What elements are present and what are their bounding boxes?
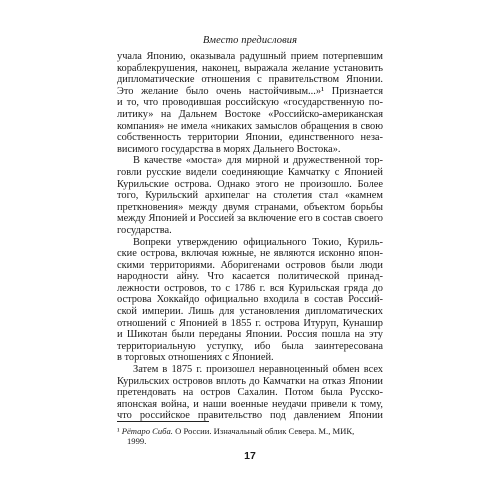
text-line: преткновения» между двумя странами, объектом борьбы <box>117 201 383 213</box>
text-line: территориальную уступку, ибо была заинтересована <box>117 340 383 352</box>
text-line: учала Японию, оказывала радушный прием потерпевшим <box>117 51 383 62</box>
text-line: Затем в 1875 г. произошел неравноценный обмен всех <box>133 364 383 376</box>
text-line: отношений с Японией в 1855 г. острова Итуруп, Кунашир <box>117 317 383 329</box>
footnote-author: Рётаро Сиба. <box>121 426 173 436</box>
footnote-rule <box>117 421 209 422</box>
text-line: государства. <box>117 224 172 236</box>
text-line: лежности островов, то с 1786 г. вся Курильская гряда до <box>117 282 383 294</box>
text-line: Вопреки утверждению официального Токио, Куриль- <box>133 236 383 248</box>
text-line: компания» не имела «никаких замыслов обращения в свою <box>117 120 383 132</box>
text-line: того, Курильский архипелаг на столетия стал «камнем <box>117 190 383 202</box>
text-line: и то, что проводившая российскую «государственную по- <box>117 97 383 109</box>
text-line: японская война, и наши военные неудачи привели к тому, <box>117 398 383 410</box>
footnote-marker: ¹ <box>117 426 120 436</box>
text-line: что российское правительство под давлением Японии <box>117 410 383 422</box>
text-line: острова Хоккайдо официально входила в состав Россий- <box>117 294 383 306</box>
text-line: Это желание было очень настойчивым...»¹ Признается <box>117 85 383 97</box>
footnote-citation: О России. Изначальный облик Севера. М., МИК, <box>172 426 355 436</box>
footnote-line: 1999. <box>127 436 147 447</box>
text-line: народности айну. Что касается политической принад- <box>117 271 383 283</box>
footnote-line <box>117 426 383 436</box>
running-head: Вместо предисловия <box>202 35 298 46</box>
text-line: висимого государства в морях Дальнего Востока». <box>117 143 341 155</box>
body-text <box>117 51 383 422</box>
text-line: литику» на Дальнем Востоке «Российско-американская <box>117 108 383 120</box>
text-line: кораблекрушения, наконец, выражала желание установить <box>117 62 383 74</box>
text-line: В качестве «моста» для мирной и дружественной тор- <box>133 155 383 167</box>
text-line: говли русские видели соединяющие Камчатку с Японией <box>117 166 383 178</box>
text-line: собственность территории Японии, единственного неза- <box>117 132 383 144</box>
page-number: 17 <box>244 450 256 462</box>
text-line: ской империи. Лишь для установления дипломатических <box>117 306 383 318</box>
text-line: Курильских островов вплоть до Камчатки на отказ Японии <box>117 375 383 387</box>
footnote <box>117 426 383 447</box>
text-line: дипломатические отношения с правительством Японии. <box>117 74 383 86</box>
text-line: между Японией и Россией за включение его в состав своего <box>117 213 383 225</box>
text-line: претендовать на остров Сахалин. Потом была Русско- <box>117 387 383 399</box>
text-line: и Шикотан были переданы Японии. Россия пошла на эту <box>117 329 383 341</box>
text-line: ские острова, включая южные, не являются исконно япон- <box>117 248 383 260</box>
text-line: Курильские острова. Однако этого не произошло. Более <box>117 178 383 190</box>
text-line: скими территориями. Аборигенами островов были люди <box>117 259 383 271</box>
text-line: в торговых отношениях с Японией. <box>117 352 274 364</box>
